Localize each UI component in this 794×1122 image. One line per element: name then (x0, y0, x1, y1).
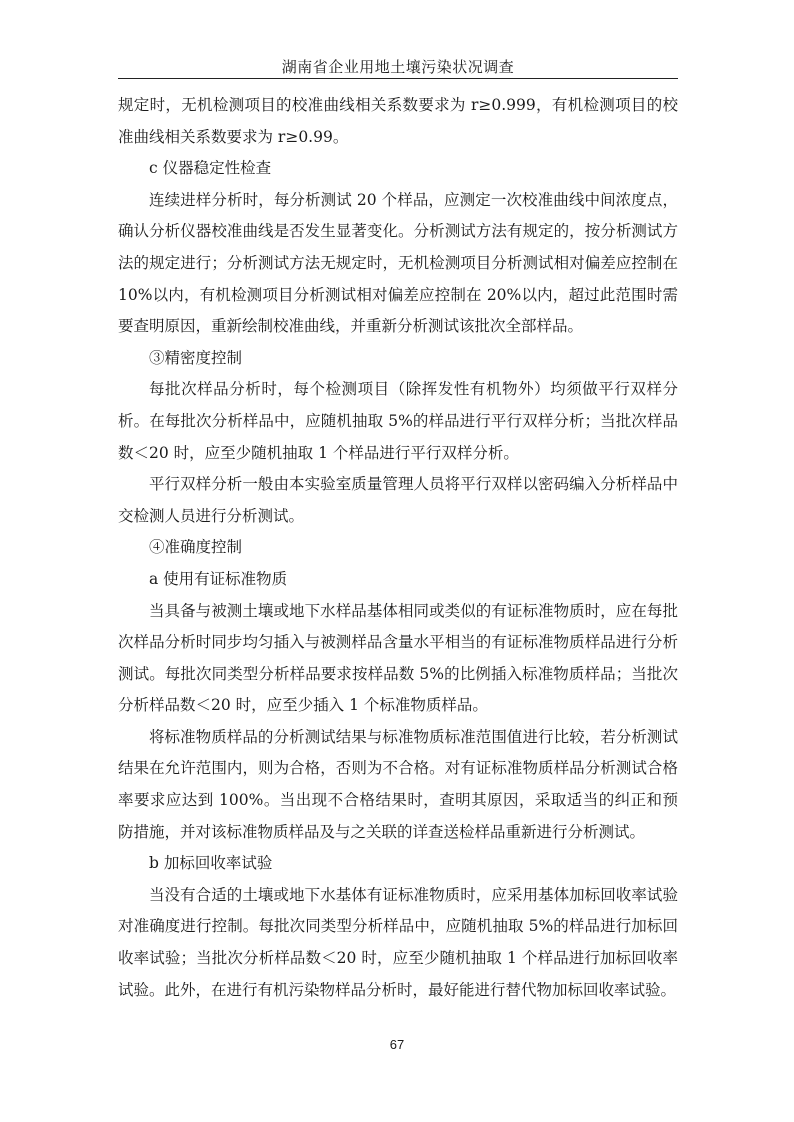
paragraph: 平行双样分析一般由本实验室质量管理人员将平行双样以密码编入分析样品中交检测人员进行分析测试。 (118, 475, 678, 525)
document-body (118, 90, 678, 1006)
running-header: 湖南省企业用地土壤污染状况调查 (281, 58, 515, 76)
subheading-instrument-stability: c 仪器稳定性检查 (149, 159, 272, 178)
paragraph: 连续进样分析时，每分析测试 20 个样品，应测定一次校准曲线中间浓度点，确认分析仪器校准曲线是否发生显著变化。分析测试方法有规定的，按分析测试方法的规定进行；分析测试方法无规定时，无机检测项目分析测试相对偏差应控制在 10%以内，有机检测项目分析测试相对偏差应控制在 20%以内，超过此范围时需要查明原因，重新绘制校准曲线，并重新分析测试该批次全部样品。 (118, 190, 678, 336)
header-divider (118, 78, 678, 79)
subheading-precision-control: ③精密度控制 (149, 348, 243, 367)
subheading-accuracy-control: ④准确度控制 (149, 538, 243, 557)
paragraph-continuation: 规定时，无机检测项目的校准曲线相关系数要求为 r≥0.999，有机检测项目的校准曲线相关系数要求为 r≥0.99。 (118, 96, 678, 146)
paragraph: 当具备与被测土壤或地下水样品基体相同或类似的有证标准物质时，应在每批次样品分析时同步均匀插入与被测样品含量水平相当的有证标准物质样品进行分析测试。每批次同类型分析样品要求按样品数 5%的比例插入标准物质样品；当批次分析样品数＜20 时，应至少插入 1 个标准物质样品。 (118, 601, 678, 715)
paragraph: 将标准物质样品的分析测试结果与标准物质标准范围值进行比较，若分析测试结果在允许范围内，则为合格，否则为不合格。对有证标准物质样品分析测试合格率要求应达到 100%。当出现不合格结果时，查明其原因，采取适当的纠正和预防措施，并对该标准物质样品及与之关联的详查送检样品重新进行分析测试。 (118, 727, 678, 841)
paragraph: 每批次样品分析时，每个检测项目（除挥发性有机物外）均须做平行双样分析。在每批次分析样品中，应随机抽取 5%的样品进行平行双样分析；当批次样品数＜20 时，应至少随机抽取 1 个样品进行平行双样分析。 (118, 380, 678, 462)
paragraph: 当没有合适的土壤或地下水基体有证标准物质时，应采用基体加标回收率试验对准确度进行控制。每批次同类型分析样品中，应随机抽取 5%的样品进行加标回收率试验；当批次分析样品数＜20 时，应至少随机抽取 1 个样品进行加标回收率试验。此外，在进行有机污染物样品分析时，最好能进行替代物加标回收率试验。 (118, 885, 678, 999)
subheading-spike-recovery-test: b 加标回收率试验 (149, 854, 273, 873)
subheading-certified-reference-material: a 使用有证标准物质 (149, 569, 288, 588)
page-number: 67 (389, 1037, 405, 1052)
